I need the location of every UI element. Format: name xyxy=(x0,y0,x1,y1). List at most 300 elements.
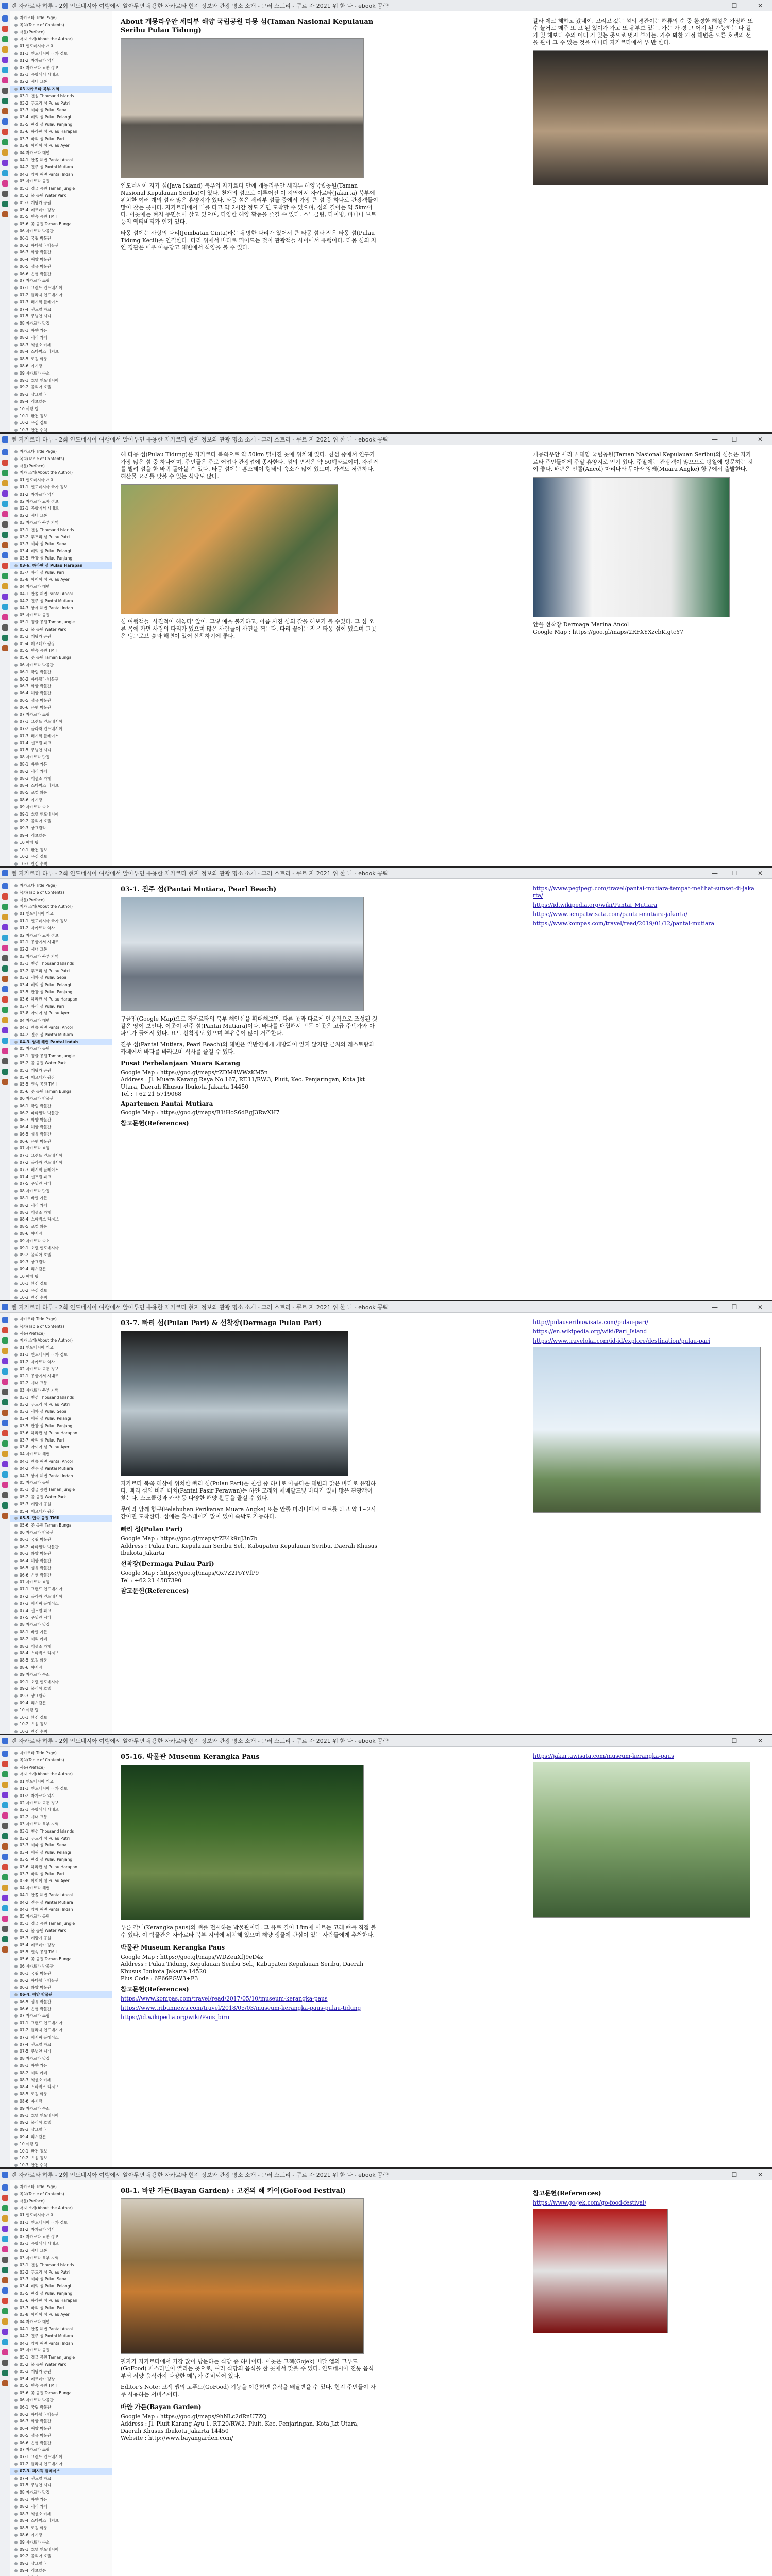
toc-item[interactable] xyxy=(10,1871,112,1878)
tool-icon[interactable] xyxy=(2,2360,8,2366)
toc-item[interactable] xyxy=(10,2141,112,2148)
toc-item[interactable] xyxy=(10,1180,112,1188)
toc-item[interactable] xyxy=(10,1131,112,1138)
toc-item[interactable] xyxy=(10,29,112,36)
tool-icon[interactable] xyxy=(2,470,8,476)
toc-item[interactable] xyxy=(10,1806,112,1814)
toc-item[interactable] xyxy=(10,1430,112,1437)
reference-link[interactable]: https://id.wikipedia.org/wiki/Pantai_Mutiara xyxy=(533,902,658,908)
toc-item[interactable] xyxy=(10,832,112,839)
close-icon[interactable]: ✕ xyxy=(757,1737,763,1744)
tool-icon[interactable] xyxy=(2,924,8,930)
toc-item[interactable] xyxy=(10,1721,112,1728)
toc-item[interactable] xyxy=(10,292,112,299)
toc-item[interactable] xyxy=(10,2290,112,2297)
toc-item[interactable] xyxy=(10,1359,112,1366)
toc-item[interactable] xyxy=(10,918,112,925)
toc-item[interactable] xyxy=(10,2326,112,2333)
toc-item[interactable] xyxy=(10,2425,112,2432)
tool-icon[interactable] xyxy=(2,1440,8,1447)
tool-icon[interactable] xyxy=(2,15,8,22)
toc-item[interactable] xyxy=(10,498,112,505)
toc-item[interactable] xyxy=(10,2553,112,2560)
toc-item[interactable] xyxy=(10,2468,112,2475)
toc-item[interactable] xyxy=(10,2233,112,2241)
toc-item[interactable] xyxy=(10,669,112,676)
toc-item[interactable] xyxy=(10,505,112,512)
toc-item[interactable] xyxy=(10,548,112,555)
tool-icon[interactable] xyxy=(2,542,8,548)
toc-item[interactable] xyxy=(10,1401,112,1409)
toc-item[interactable] xyxy=(10,1074,112,1081)
toc-item[interactable] xyxy=(10,853,112,860)
toc-item[interactable] xyxy=(10,1501,112,1508)
toc-item[interactable] xyxy=(10,43,112,50)
toc-item[interactable] xyxy=(10,1920,112,1927)
toc-item[interactable] xyxy=(10,221,112,228)
toc-item[interactable] xyxy=(10,633,112,640)
tool-icon[interactable] xyxy=(2,1936,8,1942)
tool-icon[interactable] xyxy=(2,1389,8,1395)
toc-item[interactable] xyxy=(10,1664,112,1671)
toc-item[interactable] xyxy=(10,1579,112,1586)
toc-item[interactable] xyxy=(10,1422,112,1430)
toc-item[interactable] xyxy=(10,711,112,718)
toc-item[interactable] xyxy=(10,968,112,975)
toc-item[interactable] xyxy=(10,1344,112,1351)
toc-item[interactable] xyxy=(10,1053,112,1060)
toc-item[interactable] xyxy=(10,974,112,981)
toc-item[interactable] xyxy=(10,2397,112,2404)
toc-item[interactable] xyxy=(10,484,112,491)
tool-icon[interactable] xyxy=(2,1946,8,1953)
tool-icon[interactable] xyxy=(2,914,8,920)
toc-item[interactable] xyxy=(10,2368,112,2376)
window-titlebar[interactable] xyxy=(0,1301,772,1313)
toc-item[interactable] xyxy=(10,2439,112,2447)
tool-icon[interactable] xyxy=(2,36,8,42)
tool-icon[interactable] xyxy=(2,935,8,941)
toc-item[interactable] xyxy=(10,1906,112,1913)
toc-item[interactable] xyxy=(10,512,112,519)
toc-item[interactable] xyxy=(10,2496,112,2503)
toc-item[interactable] xyxy=(10,733,112,740)
tool-icon[interactable] xyxy=(2,2287,8,2294)
toc-item[interactable] xyxy=(10,2219,112,2226)
toc-item[interactable] xyxy=(10,761,112,768)
toc-item[interactable] xyxy=(10,157,112,164)
toc-item[interactable] xyxy=(10,981,112,989)
toc-item[interactable] xyxy=(10,903,112,910)
toc-item[interactable] xyxy=(10,2461,112,2468)
toc-item[interactable] xyxy=(10,1494,112,1501)
tool-icon[interactable] xyxy=(2,1379,8,1385)
tool-icon[interactable] xyxy=(2,1864,8,1870)
tool-icon[interactable] xyxy=(2,1812,8,1819)
toc-item[interactable] xyxy=(10,192,112,199)
toc-item[interactable] xyxy=(10,149,112,157)
toc-item[interactable] xyxy=(10,1330,112,1337)
tool-icon[interactable] xyxy=(2,521,8,528)
toc-item[interactable] xyxy=(10,1607,112,1615)
toc-item[interactable] xyxy=(10,932,112,939)
toc-item[interactable] xyxy=(10,2091,112,2098)
toc-item[interactable] xyxy=(10,1700,112,1707)
toc-item[interactable] xyxy=(10,2304,112,2312)
toc-item[interactable] xyxy=(10,939,112,946)
toc-item[interactable] xyxy=(10,1209,112,1216)
toc-item[interactable] xyxy=(10,1714,112,1721)
toc-item[interactable] xyxy=(10,925,112,932)
window-titlebar[interactable] xyxy=(0,1735,772,1747)
toc-item[interactable] xyxy=(10,1316,112,1323)
tool-icon[interactable] xyxy=(2,1327,8,1333)
toc-item[interactable] xyxy=(10,540,112,548)
tool-icon[interactable] xyxy=(2,1905,8,1911)
toc-item[interactable] xyxy=(10,2226,112,2233)
toc-item[interactable] xyxy=(10,1472,112,1480)
toc-item[interactable] xyxy=(10,896,112,904)
toc-item[interactable] xyxy=(10,527,112,534)
toc-item[interactable] xyxy=(10,2255,112,2262)
close-icon[interactable]: ✕ xyxy=(757,2,763,9)
toc-item[interactable] xyxy=(10,1877,112,1885)
toc-item[interactable] xyxy=(10,889,112,896)
toc-item[interactable] xyxy=(10,2532,112,2539)
toc-item[interactable] xyxy=(10,1671,112,1679)
toc-item[interactable] xyxy=(10,2247,112,2255)
tool-icon[interactable] xyxy=(2,583,8,589)
toc-item[interactable] xyxy=(10,2517,112,2524)
toc-item[interactable] xyxy=(10,725,112,733)
toc-item[interactable] xyxy=(10,1948,112,1956)
toc-item[interactable] xyxy=(10,2432,112,2439)
toc-item[interactable] xyxy=(10,207,112,214)
toc-item[interactable] xyxy=(10,1230,112,1238)
close-icon[interactable]: ✕ xyxy=(757,436,763,443)
tool-icon[interactable] xyxy=(2,77,8,83)
tool-icon[interactable] xyxy=(2,2370,8,2376)
toc-item[interactable] xyxy=(10,270,112,278)
toc-item[interactable] xyxy=(10,2027,112,2034)
tool-icon[interactable] xyxy=(2,1792,8,1798)
toc-item[interactable] xyxy=(10,370,112,377)
toc-item[interactable] xyxy=(10,1081,112,1088)
tool-icon[interactable] xyxy=(2,563,8,569)
toc-item[interactable] xyxy=(10,825,112,832)
toc-item[interactable] xyxy=(10,171,112,178)
tool-icon[interactable] xyxy=(2,480,8,486)
toc-item[interactable] xyxy=(10,2347,112,2354)
toc-item[interactable] xyxy=(10,405,112,413)
toc-item[interactable] xyxy=(10,448,112,455)
toc-item[interactable] xyxy=(10,1856,112,1863)
toc-item[interactable] xyxy=(10,1657,112,1664)
toc-item[interactable] xyxy=(10,398,112,405)
toc-item[interactable] xyxy=(10,1103,112,1110)
toc-item[interactable] xyxy=(10,1486,112,1494)
toc-item[interactable] xyxy=(10,1685,112,1692)
toc-item[interactable] xyxy=(10,882,112,889)
toc-item[interactable] xyxy=(10,2155,112,2162)
tool-icon[interactable] xyxy=(2,635,8,641)
toc-item[interactable] xyxy=(10,477,112,484)
toc-item[interactable] xyxy=(10,1550,112,1557)
toc-item[interactable] xyxy=(10,1764,112,1771)
maximize-icon[interactable]: ☐ xyxy=(731,2,737,9)
toc-item[interactable] xyxy=(10,1323,112,1330)
tool-icon[interactable] xyxy=(2,118,8,125)
tool-icon[interactable] xyxy=(2,501,8,507)
tool-icon[interactable] xyxy=(2,211,8,217)
tool-icon[interactable] xyxy=(2,1079,8,1085)
toc-item[interactable] xyxy=(10,1394,112,1401)
toc-item[interactable] xyxy=(10,306,112,313)
toc-item[interactable] xyxy=(10,2098,112,2105)
toc-item[interactable] xyxy=(10,1095,112,1103)
maximize-icon[interactable]: ☐ xyxy=(731,1737,737,1744)
toc-item[interactable] xyxy=(10,2354,112,2361)
toc-item[interactable] xyxy=(10,1195,112,1202)
toc-item[interactable] xyxy=(10,1202,112,1209)
toc-item[interactable] xyxy=(10,2240,112,2247)
tool-icon[interactable] xyxy=(2,180,8,187)
toc-item[interactable] xyxy=(10,676,112,683)
toc-item[interactable] xyxy=(10,1380,112,1387)
toc-item[interactable] xyxy=(10,697,112,704)
toc-item[interactable] xyxy=(10,1017,112,1024)
tool-icon[interactable] xyxy=(2,1337,8,1344)
tool-icon[interactable] xyxy=(2,2298,8,2304)
toc-item[interactable] xyxy=(10,355,112,363)
tool-icon[interactable] xyxy=(2,170,8,176)
toc-item[interactable] xyxy=(10,1963,112,1970)
toc-item[interactable] xyxy=(10,1138,112,1145)
toc-item[interactable] xyxy=(10,1614,112,1621)
tool-icon[interactable] xyxy=(2,2236,8,2242)
reference-link[interactable]: https://www.kompas.com/travel/read/2019/01/12/pantai-mutiara xyxy=(533,920,715,927)
tool-icon[interactable] xyxy=(2,2308,8,2314)
toc-item[interactable] xyxy=(10,2389,112,2397)
tool-icon[interactable] xyxy=(2,1761,8,1767)
tool-icon[interactable] xyxy=(2,1048,8,1054)
toc-item[interactable] xyxy=(10,1116,112,1124)
reference-link[interactable]: https://www.go-jek.com/go-food-festival/ xyxy=(533,2199,647,2206)
toc-item[interactable] xyxy=(10,1991,112,1998)
toc-item[interactable] xyxy=(10,1337,112,1344)
toc-item[interactable] xyxy=(10,569,112,577)
toc-item[interactable] xyxy=(10,1572,112,1579)
tool-icon[interactable] xyxy=(2,2205,8,2211)
toc-item[interactable] xyxy=(10,1899,112,1906)
reference-link[interactable]: https://www.tempatwisata.com/pantai-mutiara-jakarta/ xyxy=(533,911,688,918)
toc-item[interactable] xyxy=(10,519,112,527)
toc-item[interactable] xyxy=(10,2311,112,2318)
toc-item[interactable] xyxy=(10,2198,112,2205)
toc-item[interactable] xyxy=(10,1152,112,1159)
toc-item[interactable] xyxy=(10,1294,112,1301)
toc-item[interactable] xyxy=(10,2262,112,2269)
tool-icon[interactable] xyxy=(2,57,8,63)
toc-item[interactable] xyxy=(10,2062,112,2070)
toc-item[interactable] xyxy=(10,2077,112,2084)
toc-item[interactable] xyxy=(10,1287,112,1294)
tool-icon[interactable] xyxy=(2,645,8,651)
toc-item[interactable] xyxy=(10,1508,112,1515)
toc-item[interactable] xyxy=(10,2475,112,2482)
toc-item[interactable] xyxy=(10,2205,112,2212)
toc-item[interactable] xyxy=(10,2567,112,2574)
tool-icon[interactable] xyxy=(2,1027,8,1033)
toc-item[interactable] xyxy=(10,996,112,1003)
toc-item[interactable] xyxy=(10,78,112,86)
toc-item[interactable] xyxy=(10,1593,112,1600)
toc-item[interactable] xyxy=(10,768,112,775)
toc-item[interactable] xyxy=(10,199,112,207)
toc-item[interactable] xyxy=(10,1828,112,1835)
toc-item[interactable] xyxy=(10,775,112,783)
toc-item[interactable] xyxy=(10,2055,112,2062)
toc-item[interactable] xyxy=(10,235,112,242)
tool-icon[interactable] xyxy=(2,955,8,961)
tool-icon[interactable] xyxy=(2,1823,8,1829)
minimize-icon[interactable]: — xyxy=(712,1303,718,1311)
toc-item[interactable] xyxy=(10,910,112,918)
toc-item[interactable] xyxy=(10,960,112,968)
toc-item[interactable] xyxy=(10,277,112,284)
toc-item[interactable] xyxy=(10,796,112,804)
tool-icon[interactable] xyxy=(2,1069,8,1075)
toc-item[interactable] xyxy=(10,2453,112,2461)
toc-item[interactable] xyxy=(10,839,112,846)
tool-icon[interactable] xyxy=(2,2318,8,2325)
toc-item[interactable] xyxy=(10,640,112,648)
toc-item[interactable] xyxy=(10,377,112,384)
toc-item[interactable] xyxy=(10,2361,112,2368)
toc-item[interactable] xyxy=(10,1942,112,1949)
tool-icon[interactable] xyxy=(2,2267,8,2273)
toc-item[interactable] xyxy=(10,2376,112,2383)
toc-item[interactable] xyxy=(10,2020,112,2027)
tool-icon[interactable] xyxy=(2,98,8,104)
toc-item[interactable] xyxy=(10,654,112,662)
toc-item[interactable] xyxy=(10,2212,112,2219)
toc-item[interactable] xyxy=(10,2041,112,2048)
toc-item[interactable] xyxy=(10,93,112,100)
toc-item[interactable] xyxy=(10,2012,112,2020)
toc-item[interactable] xyxy=(10,1600,112,1607)
maximize-icon[interactable]: ☐ xyxy=(731,1303,737,1311)
toc-item[interactable] xyxy=(10,846,112,854)
toc-item[interactable] xyxy=(10,683,112,690)
toc-item[interactable] xyxy=(10,1458,112,1465)
toc-item[interactable] xyxy=(10,989,112,996)
close-icon[interactable]: ✕ xyxy=(757,1303,763,1311)
toc-item[interactable] xyxy=(10,2162,112,2169)
toc-item[interactable] xyxy=(10,363,112,370)
toc-item[interactable] xyxy=(10,1679,112,1686)
close-icon[interactable]: ✕ xyxy=(757,2171,763,2178)
toc-item[interactable] xyxy=(10,1045,112,1053)
toc-item[interactable] xyxy=(10,2148,112,2155)
toc-item[interactable] xyxy=(10,2333,112,2340)
tool-icon[interactable] xyxy=(2,976,8,982)
toc-item[interactable] xyxy=(10,2133,112,2141)
toc-item[interactable] xyxy=(10,1266,112,1273)
tool-icon[interactable] xyxy=(2,1451,8,1457)
tool-icon[interactable] xyxy=(2,2380,8,2386)
toc-item[interactable] xyxy=(10,114,112,121)
toc-item[interactable] xyxy=(10,463,112,470)
tool-icon[interactable] xyxy=(2,46,8,53)
toc-item[interactable] xyxy=(10,1771,112,1778)
toc-item[interactable] xyxy=(10,1913,112,1920)
tool-icon[interactable] xyxy=(2,1916,8,1922)
toc-item[interactable] xyxy=(10,2446,112,2453)
toc-item[interactable] xyxy=(10,1544,112,1551)
toc-item[interactable] xyxy=(10,2404,112,2411)
toc-item[interactable] xyxy=(10,804,112,811)
toc-item[interactable] xyxy=(10,263,112,270)
toc-item[interactable] xyxy=(10,1984,112,1991)
tool-icon[interactable] xyxy=(2,160,8,166)
toc-item[interactable] xyxy=(10,1110,112,1117)
tool-icon[interactable] xyxy=(2,1430,8,1436)
toc-item[interactable] xyxy=(10,2126,112,2133)
tool-icon[interactable] xyxy=(2,1782,8,1788)
tool-icon[interactable] xyxy=(2,1058,8,1064)
tool-icon[interactable] xyxy=(2,594,8,600)
tool-icon[interactable] xyxy=(2,1833,8,1839)
tool-icon[interactable] xyxy=(2,573,8,579)
toc-item[interactable] xyxy=(10,647,112,654)
toc-item[interactable] xyxy=(10,427,112,434)
toc-item[interactable] xyxy=(10,2560,112,2567)
toc-item[interactable] xyxy=(10,2503,112,2511)
tool-icon[interactable] xyxy=(2,1771,8,1777)
toc-item[interactable] xyxy=(10,2524,112,2532)
toc-item[interactable] xyxy=(10,14,112,22)
toc-item[interactable] xyxy=(10,1536,112,1544)
toc-item[interactable] xyxy=(10,1251,112,1259)
tool-icon[interactable] xyxy=(2,1317,8,1323)
toc-item[interactable] xyxy=(10,249,112,256)
toc-item[interactable] xyxy=(10,419,112,427)
window-titlebar[interactable] xyxy=(0,434,772,445)
reference-link[interactable]: https://www.kompas.com/travel/read/2017/05/10/museum-kerangka-paus xyxy=(121,1995,328,2002)
window-titlebar[interactable] xyxy=(0,0,772,11)
toc-item[interactable] xyxy=(10,107,112,114)
toc-item[interactable] xyxy=(10,121,112,128)
tool-icon[interactable] xyxy=(2,201,8,207)
tool-icon[interactable] xyxy=(2,460,8,466)
toc-item[interactable] xyxy=(10,86,112,93)
toc-item[interactable] xyxy=(10,2048,112,2055)
toc-item[interactable] xyxy=(10,1166,112,1174)
toc-item[interactable] xyxy=(10,1728,112,1735)
toc-item[interactable] xyxy=(10,164,112,171)
toc-item[interactable] xyxy=(10,1977,112,1985)
toc-item[interactable] xyxy=(10,1145,112,1152)
tool-icon[interactable] xyxy=(2,1513,8,1519)
toc-item[interactable] xyxy=(10,2546,112,2553)
toc-item[interactable] xyxy=(10,740,112,747)
toc-item[interactable] xyxy=(10,2112,112,2120)
toc-item[interactable] xyxy=(10,1650,112,1657)
toc-item[interactable] xyxy=(10,1067,112,1074)
toc-item[interactable] xyxy=(10,1273,112,1280)
minimize-icon[interactable]: — xyxy=(712,870,718,877)
